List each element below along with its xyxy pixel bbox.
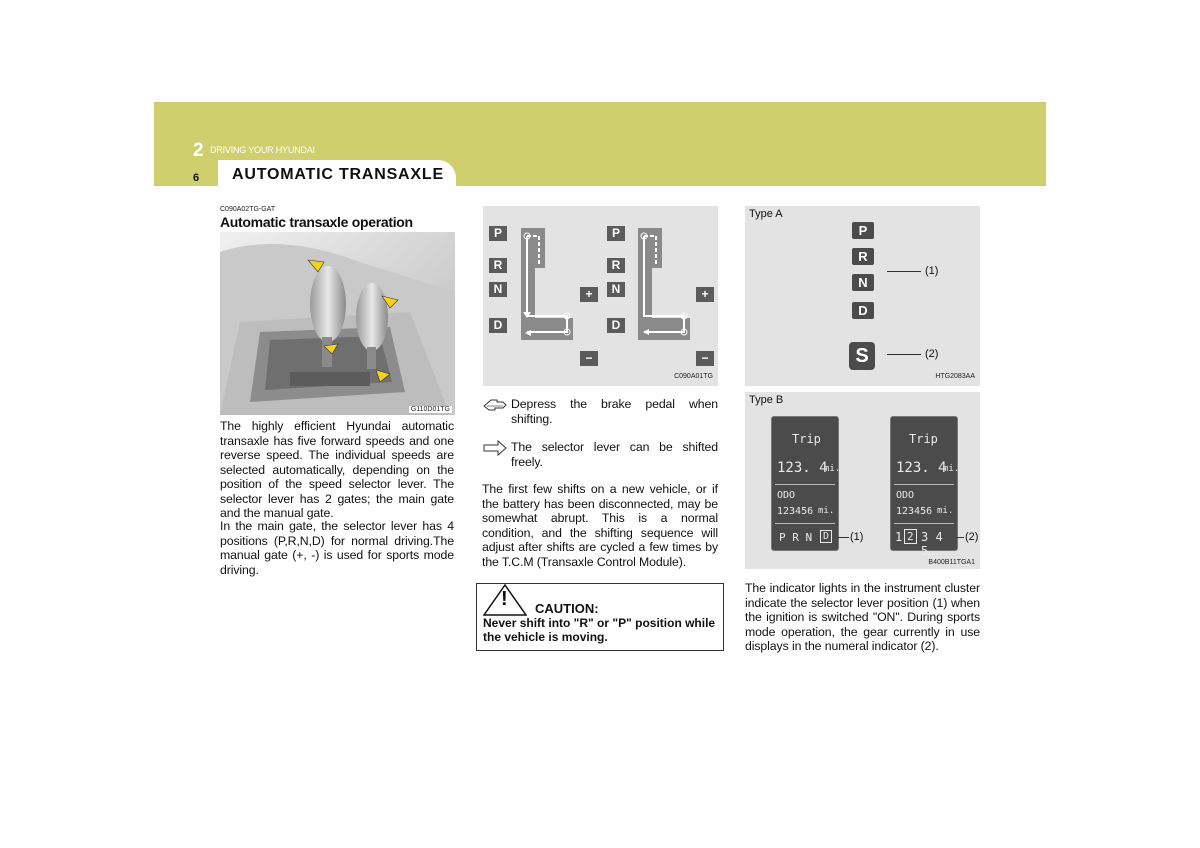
gate-n: N	[489, 282, 507, 297]
gate-plus-2: +	[696, 287, 714, 302]
gate-p: P	[489, 226, 507, 241]
section-code: C090A02TG-GAT	[220, 206, 276, 213]
prnd-active: D	[820, 530, 832, 543]
gear-lever-illustration	[220, 232, 455, 415]
gate-p-2: P	[607, 226, 625, 241]
cluster-display-a	[771, 416, 839, 551]
callout-2: (2)	[965, 531, 979, 543]
gate-minus-2: −	[696, 351, 714, 366]
body-paragraph-2: In the main gate, the selector lever has 4 positions (P,R,N,D) for normal driving.The manual gate (+, -) is used for sports mode driving.	[220, 519, 454, 577]
callout-line-1	[887, 271, 921, 272]
image-code: B400B11TGA1	[928, 559, 975, 566]
chapter-title: DRIVING YOUR HYUNDAI	[210, 145, 315, 155]
caution-box	[476, 583, 724, 651]
odo-unit: mi.	[818, 506, 835, 516]
type-b-panel	[745, 392, 980, 569]
image-code: HTG2083AA	[935, 373, 975, 380]
odo-value: 123456	[896, 506, 933, 517]
gear-lever-drawing	[220, 232, 455, 415]
prnd-indicator: P R N	[779, 531, 813, 544]
trip-label: Trip	[909, 432, 938, 446]
gate-minus: −	[580, 351, 598, 366]
indicator-p: P	[852, 222, 874, 239]
page-number: 6	[193, 172, 200, 184]
gear-number-first: 1	[895, 530, 903, 544]
shift-pattern-panel	[483, 206, 718, 386]
sport-mode-indicator: S	[849, 342, 875, 370]
gear-numbers-rest: 3 4 5	[921, 530, 943, 558]
image-code: C090A01TG	[674, 373, 713, 380]
gate-plus: +	[580, 287, 598, 302]
gear-number-active: 2	[904, 529, 917, 544]
arrow-pointer-icon	[483, 440, 507, 461]
trip-value: 123. 4	[896, 460, 947, 476]
indicator-r: R	[852, 248, 874, 265]
trip-label: Trip	[792, 432, 821, 446]
gate-r: R	[489, 258, 507, 273]
indicator-n: N	[852, 274, 874, 291]
cluster-divider	[894, 484, 954, 485]
callout-2: (2)	[925, 348, 939, 360]
section-title: AUTOMATIC TRANSAXLE	[232, 166, 444, 183]
body-paragraph-3: The first few shifts on a new vehicle, or if the battery has been disconnected, may be somewhat abrupt. This is a normal condition, and the shifting sequence will adjust after shifts are cycled a few times by the T.C.M (Transaxle Control Module).	[482, 482, 718, 569]
hand-pointer-icon	[483, 397, 507, 418]
gate-r-2: R	[607, 258, 625, 273]
section-heading: Automatic transaxle operation	[220, 214, 413, 230]
body-paragraph-1: The highly efficient Hyundai automatic transaxle has five forward speeds and one reverse speed. The individual speeds are selected automatically, depending on the position of the speed selector lever. The selector lever has 2 gates; the main gate and the manual gate.	[220, 419, 454, 520]
gate-d: D	[489, 318, 507, 333]
shift-pattern-drawing	[483, 206, 718, 386]
type-b-label: Type B	[749, 394, 784, 406]
cluster-divider	[775, 484, 835, 485]
warning-exclamation: !	[501, 588, 508, 610]
type-a-label: Type A	[749, 208, 783, 220]
callout-1: (1)	[850, 531, 864, 543]
gate-n-2: N	[607, 282, 625, 297]
image-code: G110D01TG	[410, 406, 450, 413]
caution-text: Never shift into "R" or "P" position while the vehicle is moving.	[483, 616, 716, 644]
trip-unit: mi.	[943, 464, 960, 474]
callout-line-2	[887, 354, 921, 355]
trip-value: 123. 4	[777, 460, 828, 476]
trip-unit: mi.	[824, 464, 841, 474]
cluster-divider	[775, 523, 835, 524]
callout-line-2	[956, 537, 964, 538]
odo-value: 123456	[777, 506, 814, 517]
cluster-divider	[894, 523, 954, 524]
note-selector-free: The selector lever can be shifted freely.	[511, 440, 718, 469]
cluster-display-b	[890, 416, 960, 558]
callout-1: (1)	[925, 265, 939, 277]
chapter-number: 2	[193, 140, 204, 161]
note-brake-pedal: Depress the brake pedal when shifting.	[511, 397, 718, 426]
odo-label: ODO	[896, 490, 915, 501]
gate-d-2: D	[607, 318, 625, 333]
callout-line-1	[837, 537, 849, 538]
body-paragraph-4: The indicator lights in the instrument cluster indicate the selector lever position (1) when the ignition is switched "ON". During sports mode operation, the gear currently in use displays in the numeral indicator (2).	[745, 581, 980, 653]
caution-title: CAUTION:	[535, 601, 599, 616]
type-a-panel	[745, 206, 980, 386]
indicator-d: D	[852, 302, 874, 319]
odo-label: ODO	[777, 490, 796, 501]
odo-unit: mi.	[937, 506, 954, 516]
